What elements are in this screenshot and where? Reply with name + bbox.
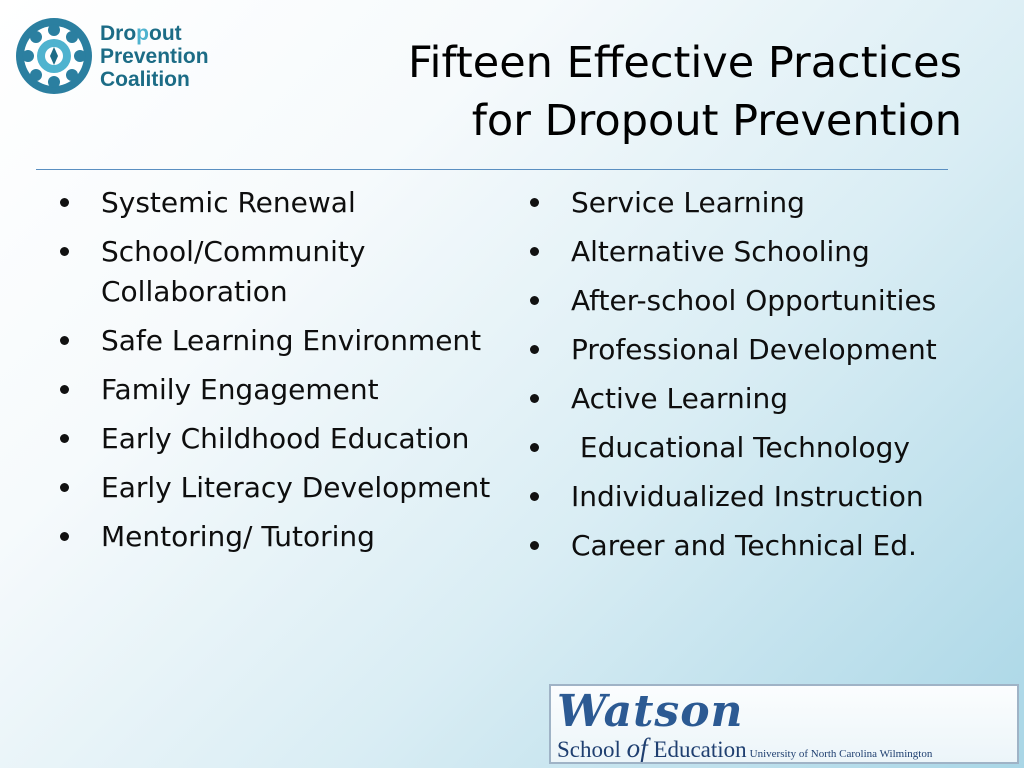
slide-title [322,34,962,150]
logo-text [100,22,209,91]
list-item: Service Learning [528,183,978,223]
bullet-icon [530,492,539,501]
practices-list-right [528,183,978,575]
list-item: Early Childhood Education [58,419,508,459]
university-name: University of North Carolina Wilmington [749,748,933,760]
bullet-icon [60,483,69,492]
logo-line-3: Coalition [100,68,190,91]
bullet-icon [60,532,69,541]
bullet-icon [530,345,539,354]
bullet-icon [530,443,539,452]
list-item: Individualized Instruction [528,477,978,517]
bullet-icon [60,247,69,256]
bullet-icon [530,394,539,403]
watson-school-logo [549,684,1019,764]
watson-subtitle: School of Education University of North Carolina Wilmington [557,733,933,763]
list-item: After-school Opportunities [528,281,978,321]
title-line-2: for Dropout Prevention [471,96,962,146]
watson-wordmark: Watson [557,686,744,737]
list-item: Educational Technology [528,428,978,468]
globe-hands-icon [14,16,94,96]
bullet-icon [60,198,69,207]
bullet-icon [530,296,539,305]
bullet-icon [530,198,539,207]
logo-line-1: Dropout [100,22,182,45]
title-line-1: Fifteen Effective Practices [407,38,962,88]
list-item: Alternative Schooling [528,232,978,272]
list-item: Systemic Renewal [58,183,508,223]
list-item: Career and Technical Ed. [528,526,978,566]
logo-line-2: Prevention [100,45,209,68]
bullet-icon [530,541,539,550]
list-item: School/Community Collaboration [58,232,508,312]
list-item: Safe Learning Environment [58,321,508,361]
title-divider [36,169,948,170]
list-item: Early Literacy Development [58,468,508,508]
list-item: Family Engagement [58,370,508,410]
bullet-icon [60,434,69,443]
list-item: Active Learning [528,379,978,419]
list-item: Professional Development [528,330,978,370]
list-item: Mentoring/ Tutoring [58,517,508,557]
bullet-icon [530,247,539,256]
dropout-prevention-coalition-logo [14,16,246,100]
practices-list-left [58,183,508,566]
bullet-icon [60,385,69,394]
bullet-icon [60,336,69,345]
